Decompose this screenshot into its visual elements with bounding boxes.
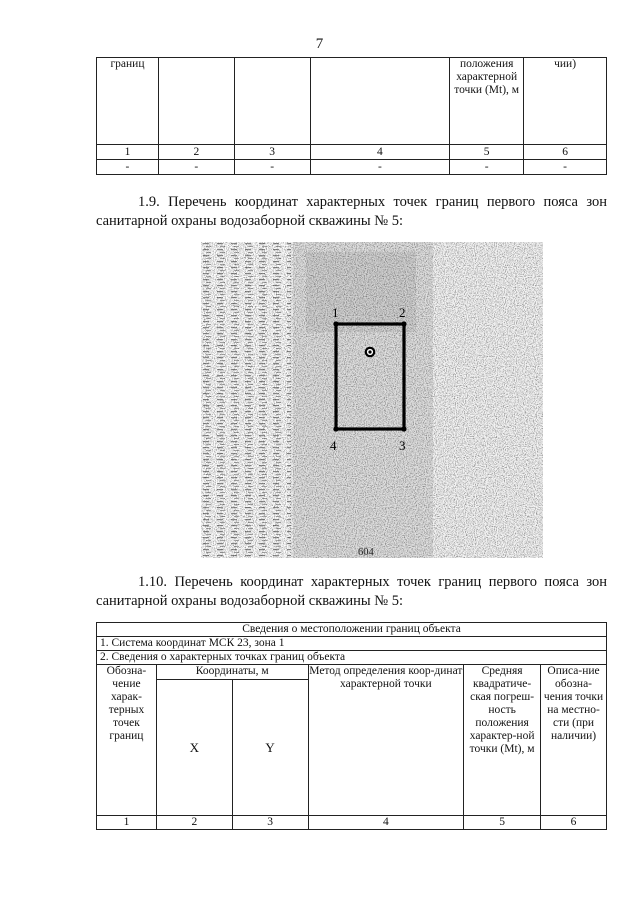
header-description: Описа-ние обозна-чения точки на местно-сти (при наличии) [541, 665, 607, 816]
section-1-9-text: 1.9. Перечень координат характерных точек границ первого пояса зон санитарной охраны водозаборной скважины № 5: [96, 194, 607, 229]
table-cell: - [450, 160, 524, 175]
table-row [97, 58, 607, 145]
table-continuation [96, 57, 607, 175]
point-label-4: 4 [330, 438, 337, 453]
points-info: 2. Сведения о характерных точках границ объекта [97, 651, 607, 665]
table-cell: 2 [156, 816, 232, 830]
table-cell: 2 [158, 145, 234, 160]
point-label-1: 1 [332, 305, 339, 320]
point-marker-4 [333, 426, 338, 431]
table-cell [310, 58, 450, 145]
coordinate-system: 1. Система координат МСК 23, зона 1 [97, 637, 607, 651]
table-cell: 4 [308, 816, 464, 830]
header-y: Y [232, 680, 308, 816]
table-row [97, 623, 607, 637]
well-center [368, 350, 371, 353]
table-cell: - [97, 160, 159, 175]
table-cell: - [310, 160, 450, 175]
table-row [97, 160, 607, 175]
table-cell [234, 58, 310, 145]
table-title: Сведения о местоположении границ объекта [97, 623, 607, 637]
table-cell: 6 [524, 145, 607, 160]
point-label-2: 2 [399, 305, 406, 320]
table-cell: 4 [310, 145, 450, 160]
table-cell: - [524, 160, 607, 175]
table-row [97, 145, 607, 160]
table-cell: - [234, 160, 310, 175]
table-cell: положения характерной точки (Mt), м [450, 58, 524, 145]
table-cell: - [158, 160, 234, 175]
header-coordinates: Координаты, м [156, 665, 308, 680]
table-cell: 5 [450, 145, 524, 160]
header-point-designation: Обозна-чение харак-терных точек границ [97, 665, 157, 816]
map-noise [201, 242, 543, 558]
table-row [97, 816, 607, 830]
table-cell: 3 [232, 816, 308, 830]
point-marker-1 [333, 321, 338, 326]
point-marker-2 [401, 321, 406, 326]
header-mean-error: Средняя квадратиче-ская погреш-ность положения характер-ной точки (Mt), м [464, 665, 541, 816]
point-marker-3 [401, 426, 406, 431]
table-cell: 1 [97, 145, 159, 160]
table-row [97, 665, 607, 680]
section-1-10-text: 1.10. Перечень координат характерных точек границ первого пояса зон санитарной охраны водозаборной скважины № 5: [96, 574, 607, 609]
table-cell: 3 [234, 145, 310, 160]
table-cell: 5 [464, 816, 541, 830]
table-cell: чии) [524, 58, 607, 145]
scheme-map [201, 242, 543, 558]
page-number: 7 [315, 36, 324, 52]
table-cell: границ [97, 58, 159, 145]
table-cell: 1 [97, 816, 157, 830]
table-cell: 6 [541, 816, 607, 830]
coordinates-table [96, 622, 607, 830]
header-x: X [156, 680, 232, 816]
header-method: Метод определения коор-динат характерной точки [308, 665, 464, 816]
point-label-3: 3 [399, 438, 406, 453]
table-row [97, 637, 607, 651]
table-cell [158, 58, 234, 145]
table-row [97, 651, 607, 665]
parcel-label: 604 [358, 547, 374, 558]
